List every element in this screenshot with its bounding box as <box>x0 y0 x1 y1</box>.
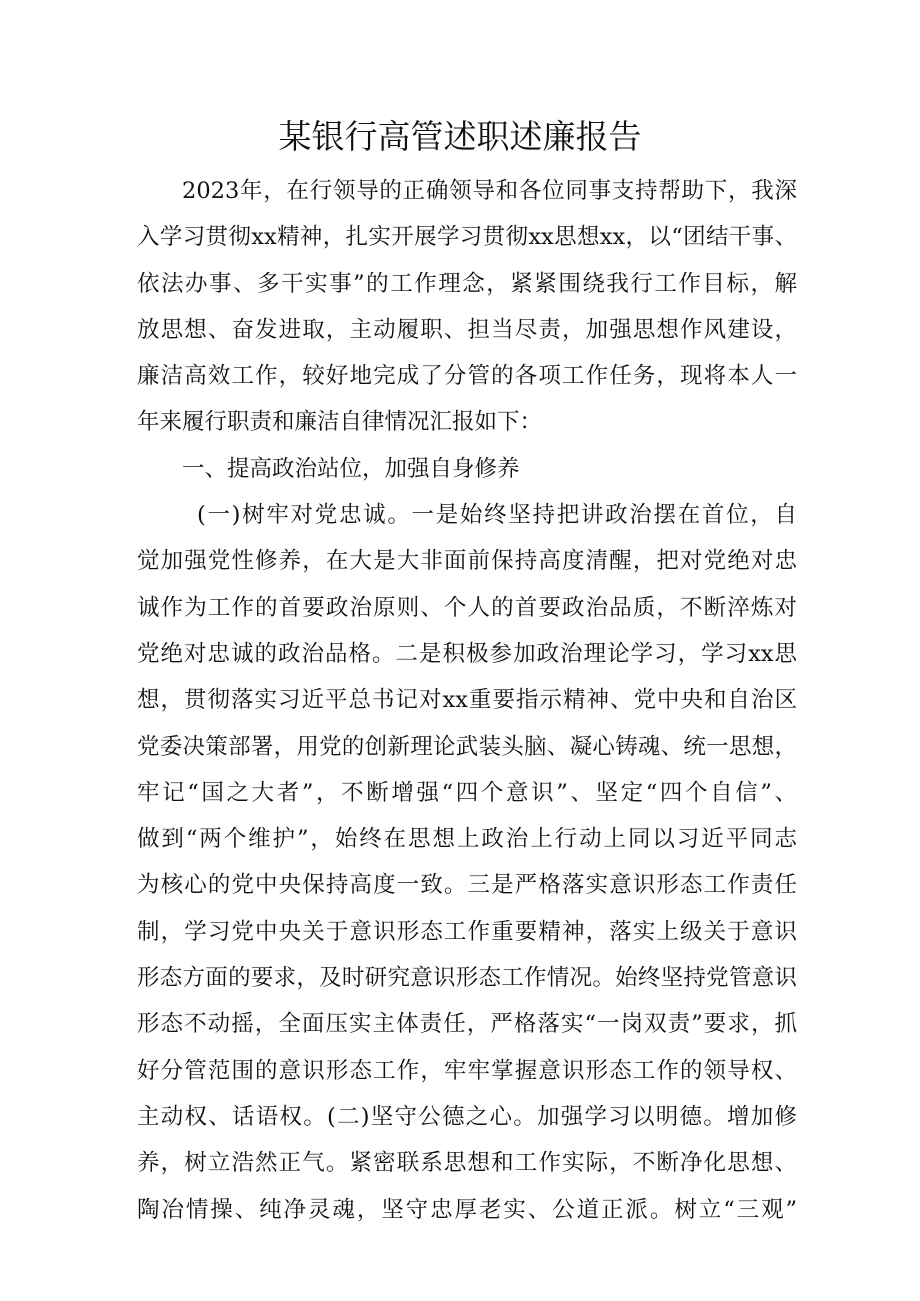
paragraph-line: 廉洁高效工作，较好地完成了分管的各项工作任务，现将本人一 <box>137 363 797 390</box>
paragraph-line: 做到“两个维护”，始终在思想上政治上行动上同以习近平同志 <box>137 826 797 853</box>
paragraph-line: 主动权、话语权。(二)坚守公德之心。加强学习以明德。增加修 <box>137 1103 797 1130</box>
paragraph-line: 形态方面的要求，及时研究意识形态工作情况。始终坚持党管意识 <box>137 965 797 992</box>
paragraph-line: 诚作为工作的首要政治原则、个人的首要政治品质，不断淬炼对 <box>137 594 797 621</box>
paragraph-line: 为核心的党中央保持高度一致。三是严格落实意识形态工作责任 <box>137 872 797 899</box>
document-title: 某银行高管述职述廉报告 <box>278 117 642 156</box>
paragraph-line: 制，学习党中央关于意识形态工作重要精神，落实上级关于意识 <box>137 918 797 945</box>
paragraph-line: 党绝对忠诚的政治品格。二是积极参加政治理论学习，学习xx思 <box>137 640 797 667</box>
paragraph-line: 牢记“国之大者”，不断增强“四个意识”、坚定“四个自信”、 <box>137 779 797 806</box>
paragraph-line: 党委决策部署，用党的创新理论武装头脑、凝心铸魂、统一思想， <box>137 733 797 760</box>
paragraph-line: 养，树立浩然正气。紧密联系思想和工作实际，不断净化思想、 <box>137 1150 797 1177</box>
paragraph-line: 入学习贯彻xx精神，扎实开展学习贯彻xx思想xx，以“团结干事、 <box>137 224 797 251</box>
paragraph-line: 放思想、奋发进取，主动履职、担当尽责，加强思想作风建设， <box>137 316 797 343</box>
paragraph-line: 想，贯彻落实习近平总书记对xx重要指示精神、党中央和自治区 <box>137 687 797 714</box>
paragraph-line: 2023年，在行领导的正确领导和各位同事支持帮助下，我深 <box>182 178 797 204</box>
document-body <box>137 168 797 1233</box>
paragraph-line: 陶冶情操、纯净灵魂，坚守忠厚老实、公道正派。树立“三观” <box>137 1196 797 1223</box>
paragraph-line: 觉加强党性修养，在大是大非面前保持高度清醒，把对党绝对忠 <box>137 548 797 575</box>
paragraph-line: (一)树牢对党忠诚。一是始终坚持把讲政治摆在首位，自 <box>197 502 797 529</box>
paragraph-line: 年来履行职责和廉洁自律情况汇报如下： <box>137 409 543 436</box>
paragraph-line: 依法办事、多干实事”的工作理念，紧紧围绕我行工作目标，解 <box>137 270 797 297</box>
paragraph-line: 形态不动摇，全面压实主体责任，严格落实“一岗双责”要求，抓 <box>137 1011 797 1038</box>
section-heading: 一、提高政治站位，加强自身修养 <box>182 455 520 482</box>
paragraph-line: 好分管范围的意识形态工作，牢牢掌握意识形态工作的领导权、 <box>137 1057 797 1084</box>
